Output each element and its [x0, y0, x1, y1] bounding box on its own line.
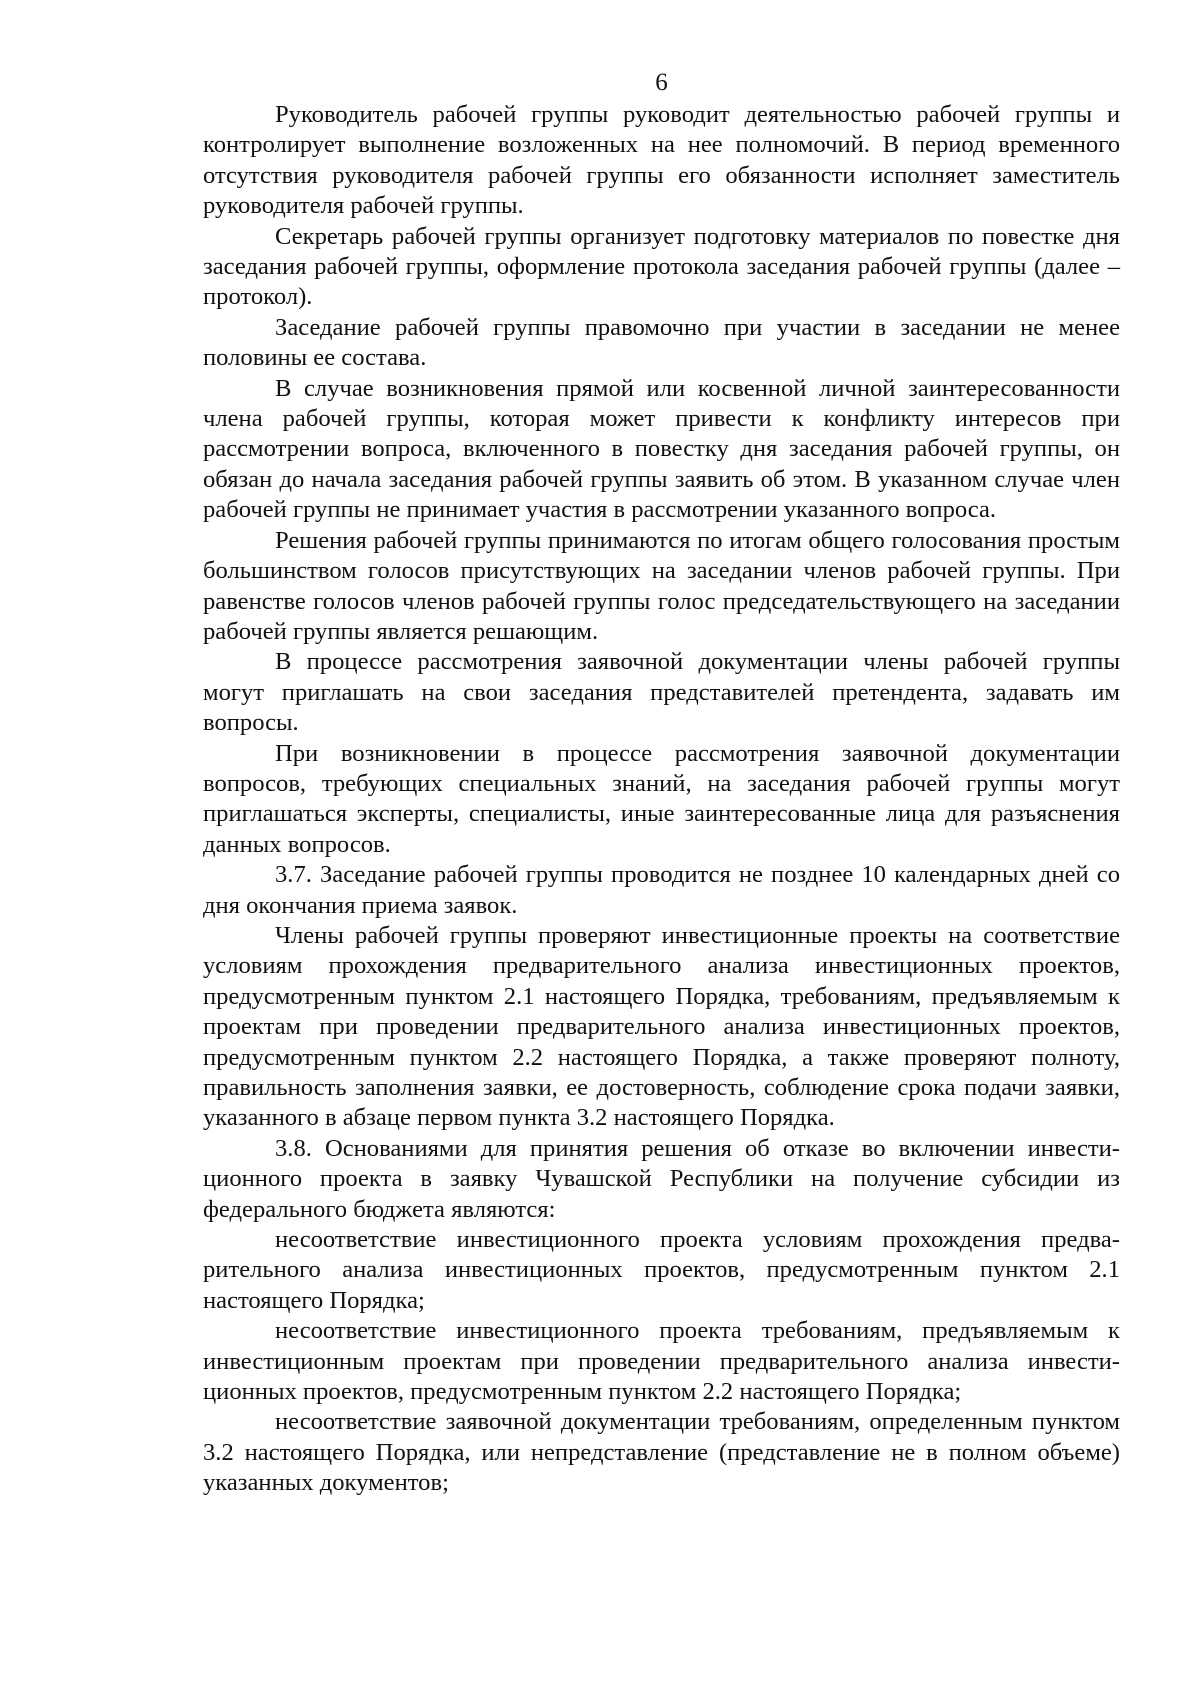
page-number: 6 [655, 69, 668, 96]
paragraph-conflict-of-interest: В случае возникновения прямой или косвенной личной заинтересованности члена рабочей группы, которая может привести к конфликту интересов при рассмотрении вопроса, включенного в повестку дня заседания рабочей группы, он обязан до начала заседания рабочей группы заявить об этом. В указанном случае член рабочей группы не принимает участия в рассмотрении указанного вопроса. [203, 374, 1120, 524]
document-page [203, 68, 1120, 1499]
list-item-refusal-ground-2: несоответствие инвестиционного проекта требованиям, предъявляемым к инвестиционным проектам при проведении предварительного анализа инвестиционных проектов, предусмотренным пунктом 2.2 настоящего Порядка; [203, 1317, 1120, 1406]
paragraph-group-leader: Руководитель рабочей группы руководит деятельностью рабочей группы и контролирует выполнение возложенных на нее полномочий. В период временного отсутствия руководителя рабочей группы его обязанности исполняет заместитель руководителя рабочей группы. [203, 101, 1120, 220]
paragraph-quorum: Заседание рабочей группы правомочно при участии в заседании не менее половины ее состава. [203, 313, 1120, 372]
paragraph-clause-3-8: 3.8. Основаниями для принятия решения об отказе во включении инвестиционного проекта в заявку Чувашской Республики на получение субсидии из федерального бюджета являются: [203, 1134, 1120, 1223]
paragraph-project-verification: Члены рабочей группы проверяют инвестиционные проекты на соответствие условиям прохождения предварительного анализа инвестиционных проектов, предусмотренным пунктом 2.1 настоящего Порядка, требованиям, предъявляемым к проектам при проведении предварительного анализа инвестиционных проектов, предусмотренным пунктом 2.2 настоящего Порядка, а также проверяют полноту, правильность заполнения заявки, ее достоверность, соблюдение срока подачи заявки, указанного в абзаце первом пункта 3.2 настоящего Порядка. [203, 921, 1120, 1132]
paragraph-invite-applicants: В процессе рассмотрения заявочной документации члены рабочей группы могут приглашать на свои заседания представителей претендента, задавать им вопросы. [203, 648, 1120, 737]
list-item-refusal-ground-1: несоответствие инвестиционного проекта условиям прохождения предварительного анализа инвестиционных проектов, предусмотренным пунктом 2.1 настоящего Порядка; [203, 1226, 1120, 1314]
paragraph-clause-3-7: 3.7. Заседание рабочей группы проводится не позднее 10 календарных дней со дня окончания приема заявок. [203, 861, 1120, 919]
paragraph-voting-decisions: Решения рабочей группы принимаются по итогам общего голосования простым большинством голосов присутствующих на заседании членов рабочей группы. При равенстве голосов членов рабочей группы голос председательствующего на заседании рабочей группы является решающим. [203, 526, 1120, 645]
paragraph-invite-experts: При возникновении в процессе рассмотрения заявочной документации вопросов, требующих специальных знаний, на заседания рабочей группы могут приглашаться эксперты, специалисты, иные заинтересованные лица для разъяснения данных вопросов. [203, 739, 1120, 858]
paragraph-group-secretary: Секретарь рабочей группы организует подготовку материалов по повестке дня заседания рабочей группы, оформление протокола заседания рабочей группы (далее – протокол). [203, 222, 1120, 311]
list-item-refusal-ground-3: несоответствие заявочной документации требованиям, определенным пунктом 3.2 настоящего Порядка, или непредставление (представление не в полном объеме) указанных документов; [203, 1408, 1120, 1497]
